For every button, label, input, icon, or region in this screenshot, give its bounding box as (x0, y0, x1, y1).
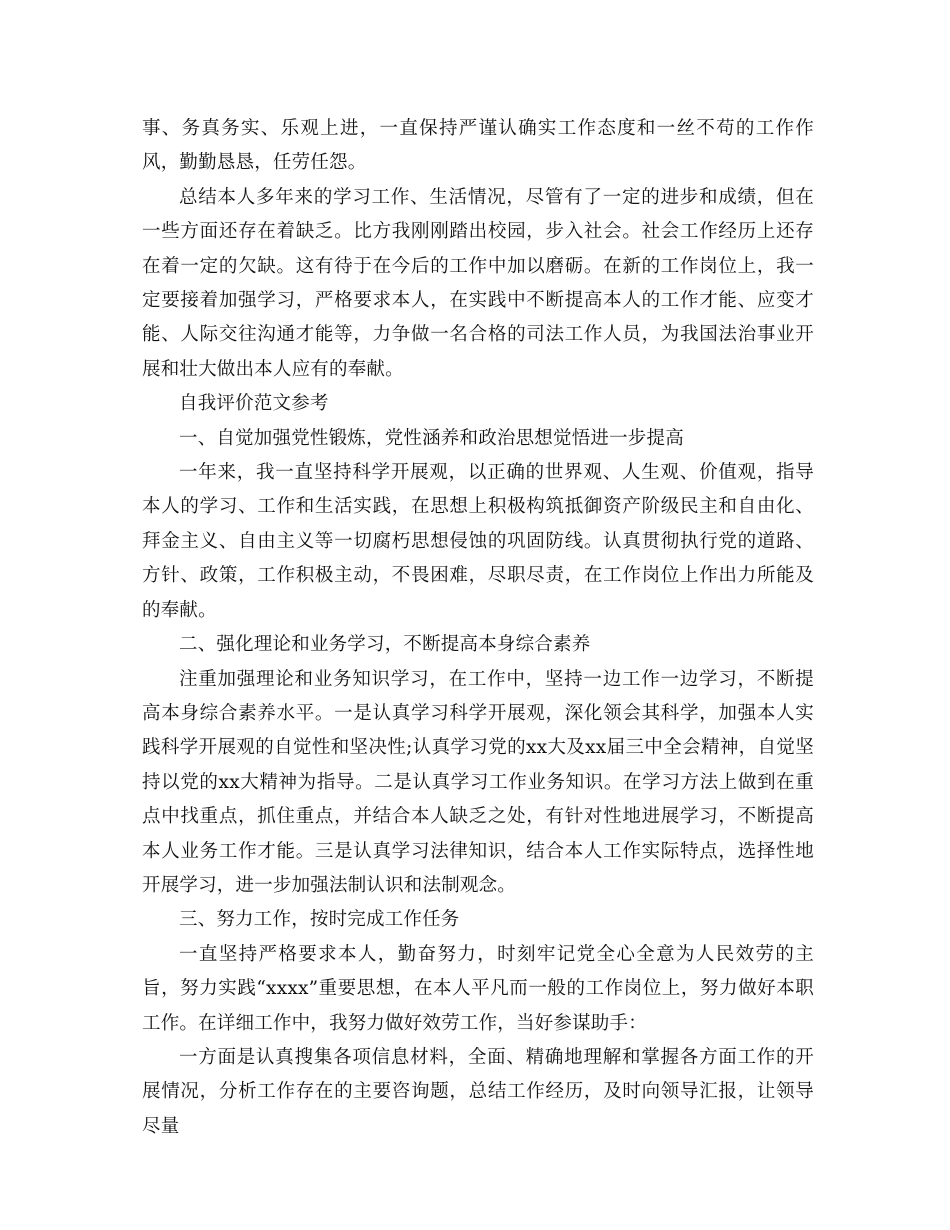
paragraph-continuation: 事、务真务实、乐观上进，一直保持严谨认确实工作态度和一丝不苟的工作作风，勤勤恳恳，任劳任怨。 (142, 118, 814, 174)
paragraph-3: 一直坚持严格要求本人，勤奋努力，时刻牢记党全心全意为人民效劳的主旨，努力实践“xxxx”重要思想，在本人平凡而一般的工作岗位上，努力做好本职工作。在详细工作中，我努力做好效劳工作，当好参谋助手： (142, 943, 814, 1034)
heading-1: 一、自觉加强党性锻炼，党性涵养和政治思想觉悟进一步提高 (179, 427, 684, 449)
section-title: 自我评价范文参考 (179, 393, 329, 415)
heading-3: 三、努力工作，按时完成工作任务 (179, 909, 460, 931)
paragraph-2: 注重加强理论和业务知识学习，在工作中，坚持一边工作一边学习，不断提高本身综合素养水平。一是认真学习科学开展观，深化领会其科学，加强本人实践科学开展观的自觉性和坚决性;认真学习党的xx大及xx届三中全会精神，自觉坚持以党的xx大精神为指导。二是认真学习工作业务知识。在学习方法上做到在重点中找重点，抓住重点，并结合本人缺乏之处，有针对性地进展学习，不断提高本人业务工作才能。三是认真学习法律知识，结合本人工作实际特点，选择性地开展学习，进一步加强法制认识和法制观念。 (142, 668, 814, 896)
document-page (142, 112, 814, 1144)
paragraph-4: 一方面是认真搜集各项信息材料，全面、精确地理解和掌握各方面工作的开展情况，分析工作存在的主要咨询题，总结工作经历，及时向领导汇报，让领导尽量 (142, 1046, 814, 1137)
heading-2: 二、强化理论和业务学习，不断提高本身综合素养 (179, 634, 591, 656)
paragraph-summary: 总结本人多年来的学习工作、生活情况，尽管有了一定的进步和成绩，但在一些方面还存在着缺乏。比方我刚刚踏出校园，步入社会。社会工作经历上还存在着一定的欠缺。这有待于在今后的工作中加以磨砺。在新的工作岗位上，我一定要接着加强学习，严格要求本人，在实践中不断提高本人的工作才能、应变才能、人际交往沟通才能等，力争做一名合格的司法工作人员，为我国法治事业开展和壮大做出本人应有的奉献。 (142, 186, 814, 380)
paragraph-1: 一年来，我一直坚持科学开展观，以正确的世界观、人生观、价值观，指导本人的学习、工作和生活实践，在思想上积极构筑抵御资产阶级民主和自由化、拜金主义、自由主义等一切腐朽思想侵蚀的巩固防线。认真贯彻执行党的道路、方针、政策，工作积极主动，不畏困难，尽职尽责，在工作岗位上作出力所能及的奉献。 (142, 462, 814, 621)
